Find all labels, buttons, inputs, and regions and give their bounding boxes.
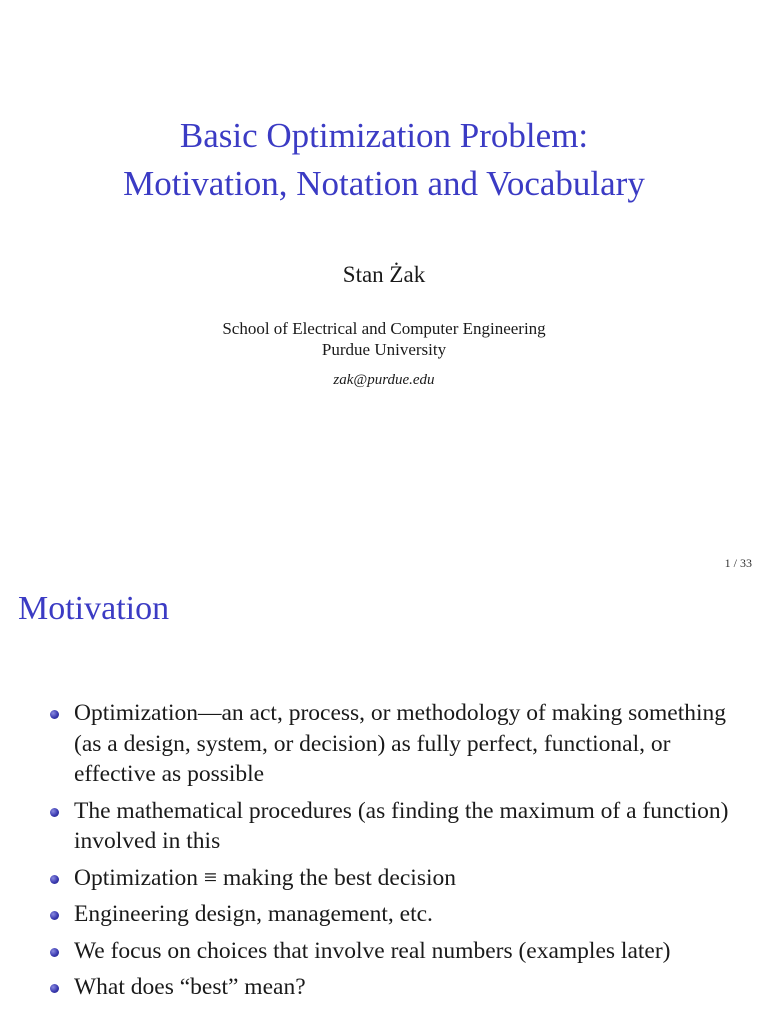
bullet-icon: [50, 911, 59, 920]
title-line-1: Basic Optimization Problem:: [179, 116, 589, 155]
slide-title: [0, 112, 768, 208]
title-line-2: Motivation, Notation and Vocabulary: [123, 164, 645, 203]
bullet-text: Optimization ≡ making the best decision: [74, 864, 457, 891]
bullet-icon: [50, 948, 59, 957]
bullet-item: [48, 796, 738, 857]
bullet-text: We focus on choices that involve real numbers (examples later): [74, 937, 671, 964]
bullet-list: [48, 698, 738, 1009]
author-email: zak@purdue.edu: [333, 372, 435, 388]
affiliation-school: School of Electrical and Computer Engineering: [222, 319, 546, 338]
bullet-item: [48, 936, 738, 967]
affiliation-university: Purdue University: [321, 340, 447, 359]
affiliation: [0, 318, 768, 360]
bullet-item: [48, 972, 738, 1003]
bullet-icon: [50, 875, 59, 884]
frame-title: Motivation: [18, 590, 170, 627]
bullet-text: What does “best” mean?: [74, 974, 306, 1000]
bullet-icon: [50, 984, 59, 993]
motivation-slide: [0, 580, 768, 1024]
page-number: 1 / 33: [724, 556, 752, 570]
bullet-icon: [50, 808, 59, 817]
bullet-item: [48, 863, 738, 894]
bullet-text: Optimization—an act, process, or methodology of making something (as a design, system, or decision) as fully perfect, functional, or effective as possible: [74, 700, 726, 787]
author-name: Stan Żak: [342, 262, 426, 287]
bullet-text: The mathematical procedures (as finding the maximum of a function) involved in this: [74, 797, 729, 854]
bullet-item: [48, 698, 738, 790]
bullet-text: Engineering design, management, etc.: [74, 901, 433, 927]
bullet-icon: [50, 710, 59, 719]
bullet-item: [48, 899, 738, 930]
